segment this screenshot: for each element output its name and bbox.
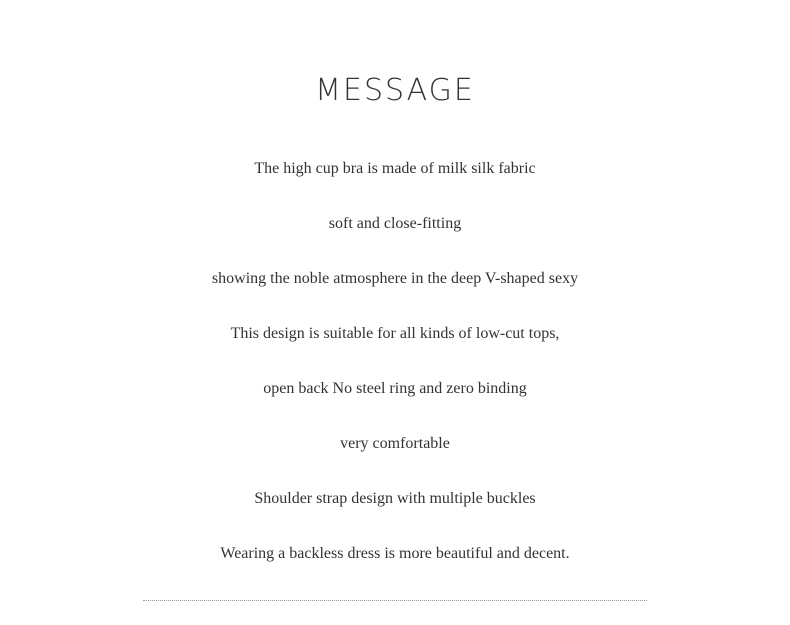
dotted-divider	[143, 600, 647, 601]
message-line: showing the noble atmosphere in the deep V-shaped sexy	[211, 270, 579, 287]
message-lines	[0, 157, 790, 597]
message-line: very comfortable	[340, 435, 450, 452]
message-line: This design is suitable for all kinds of low-cut tops,	[230, 325, 560, 342]
message-line: soft and close-fitting	[328, 215, 462, 232]
message-line: Wearing a backless dress is more beautiful and decent.	[220, 545, 570, 562]
message-line: open back No steel ring and zero binding	[263, 380, 527, 397]
message-line: Shoulder strap design with multiple buckles	[254, 490, 536, 507]
message-line: The high cup bra is made of milk silk fabric	[254, 160, 536, 177]
section-title: MESSAGE	[315, 73, 475, 108]
